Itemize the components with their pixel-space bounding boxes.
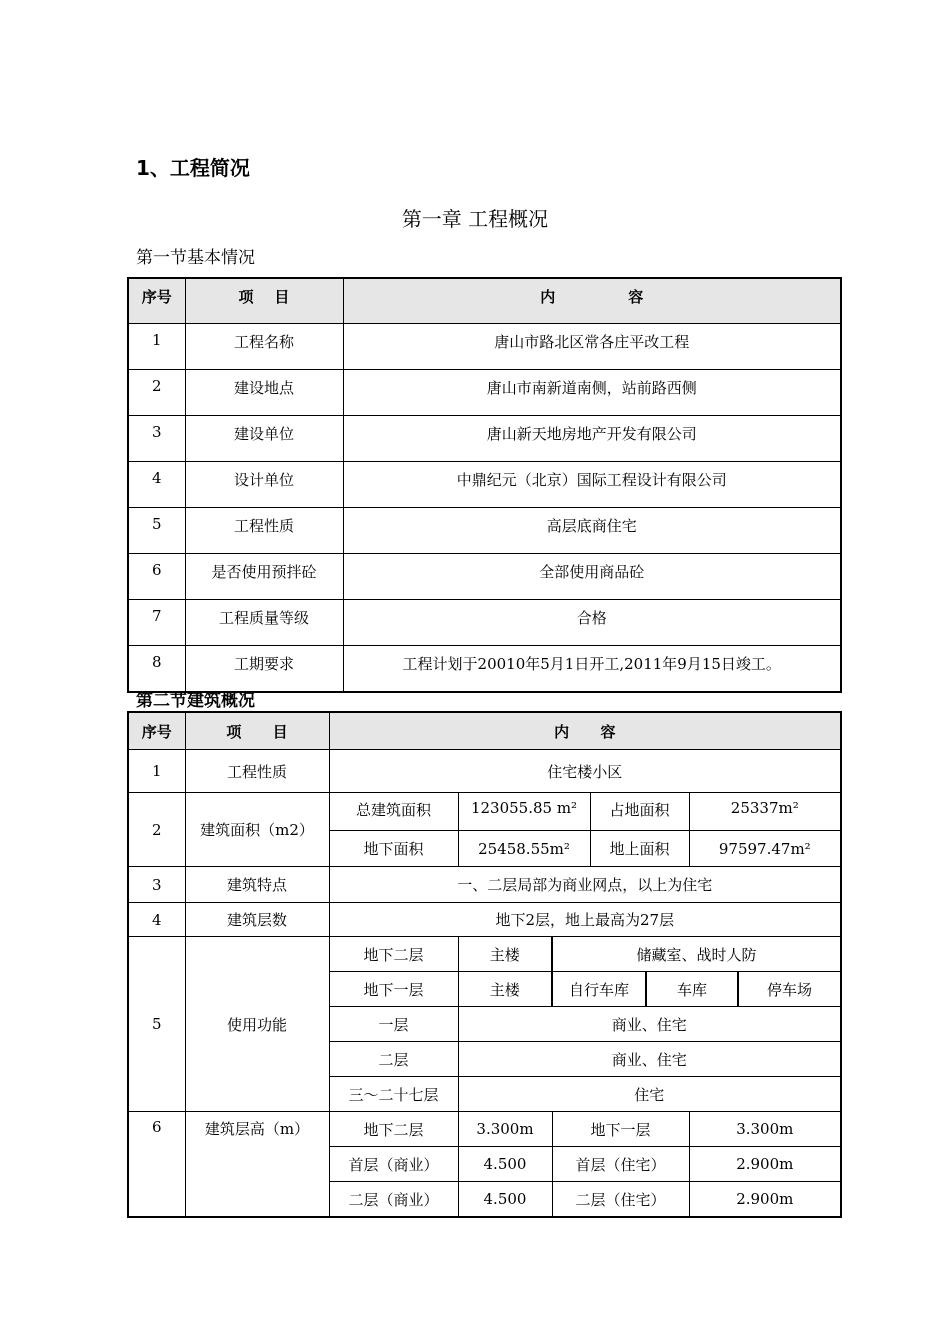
- row-item: 建筑层数: [185, 903, 329, 937]
- basic-info-table: [127, 277, 842, 693]
- floor-label: 二层: [329, 1042, 458, 1077]
- row-no: 2: [128, 793, 185, 867]
- row-content: 地下2层，地上最高为27层: [329, 903, 841, 937]
- floor-label: 一层: [329, 1007, 458, 1042]
- row-no: 8: [128, 646, 185, 693]
- row-item: 建筑层高（m）: [185, 1112, 329, 1218]
- floor-use: 商业、住宅: [458, 1007, 841, 1042]
- table-row: [128, 1112, 841, 1147]
- row-no: 2: [128, 370, 185, 416]
- header-content: 内 容: [343, 278, 841, 324]
- height-value: 4.500: [458, 1147, 552, 1182]
- row-content: 一、二层局部为商业网点，以上为住宅: [329, 867, 841, 903]
- height-label: 二层（住宅）: [552, 1182, 689, 1218]
- height-value: 2.900m: [689, 1147, 841, 1182]
- floor-use: 停车场: [738, 972, 841, 1007]
- row-content: 工程计划于20010年5月1日开工,2011年9月15日竣工。: [343, 646, 841, 693]
- row-content: 全部使用商品砼: [343, 554, 841, 600]
- height-label: 地下一层: [552, 1112, 689, 1147]
- building-info-table: [127, 711, 842, 1218]
- floor-use: 商业、住宅: [458, 1042, 841, 1077]
- row-no: 6: [128, 1112, 185, 1218]
- header-item: 项 目: [185, 712, 329, 750]
- row-no: 7: [128, 600, 185, 646]
- row-no: 5: [128, 508, 185, 554]
- row-content: 中鼎纪元（北京）国际工程设计有限公司: [343, 462, 841, 508]
- row-item: 工程质量等级: [185, 600, 343, 646]
- height-label: 二层（商业）: [329, 1182, 458, 1218]
- table-row: [128, 554, 841, 600]
- row-content: 唐山新天地房地产开发有限公司: [343, 416, 841, 462]
- table-row: [128, 416, 841, 462]
- table-row: [128, 750, 841, 793]
- height-value: 4.500: [458, 1182, 552, 1218]
- area-value: 123055.85 m²: [458, 793, 590, 831]
- row-item: 建筑特点: [185, 867, 329, 903]
- header-no: 序号: [128, 278, 185, 324]
- row-item: 建设地点: [185, 370, 343, 416]
- row-content: 合格: [343, 600, 841, 646]
- table-row: [128, 600, 841, 646]
- section2-title: 第二节建筑概况: [136, 691, 255, 711]
- table-row: [128, 370, 841, 416]
- chapter-title: 第一章 工程概况: [401, 207, 549, 231]
- row-no: 4: [128, 462, 185, 508]
- height-value: 3.300m: [689, 1112, 841, 1147]
- area-label: 地上面积: [590, 831, 689, 867]
- table-row: [128, 793, 841, 831]
- floor-label: 地下一层: [329, 972, 458, 1007]
- floor-label: 地下二层: [329, 937, 458, 972]
- height-value: 2.900m: [689, 1182, 841, 1218]
- header-content: 内 容: [329, 712, 841, 750]
- row-item: 使用功能: [185, 937, 329, 1112]
- table-header-row: [128, 712, 841, 750]
- table-row: [128, 937, 841, 972]
- row-content: 高层底商住宅: [343, 508, 841, 554]
- height-label: 首层（商业）: [329, 1147, 458, 1182]
- floor-use: 车库: [646, 972, 738, 1007]
- height-label: 地下二层: [329, 1112, 458, 1147]
- table-header-row: [128, 278, 841, 324]
- area-label: 占地面积: [590, 793, 689, 831]
- floor-use: 住宅: [458, 1077, 841, 1112]
- area-value: 25337m²: [689, 793, 841, 831]
- row-item: 工程性质: [185, 750, 329, 793]
- building-label: 主楼: [458, 972, 552, 1007]
- section1-title: 第一节基本情况: [136, 248, 255, 268]
- row-item: 工程性质: [185, 508, 343, 554]
- row-no: 1: [128, 324, 185, 370]
- section-heading: 1、工程简况: [136, 156, 250, 180]
- row-no: 4: [128, 903, 185, 937]
- row-content: 住宅楼小区: [329, 750, 841, 793]
- row-no: 3: [128, 867, 185, 903]
- table-row: [128, 324, 841, 370]
- row-no: 1: [128, 750, 185, 793]
- area-value: 97597.47m²: [689, 831, 841, 867]
- height-label: 首层（住宅）: [552, 1147, 689, 1182]
- row-item: 工期要求: [185, 646, 343, 693]
- floor-label: 三～二十七层: [329, 1077, 458, 1112]
- row-no: 6: [128, 554, 185, 600]
- area-label: 总建筑面积: [329, 793, 458, 831]
- area-label: 地下面积: [329, 831, 458, 867]
- row-no: 5: [128, 937, 185, 1112]
- row-content: 唐山市南新道南侧，站前路西侧: [343, 370, 841, 416]
- row-item: 设计单位: [185, 462, 343, 508]
- table-row: [128, 903, 841, 937]
- table-row: [128, 867, 841, 903]
- floor-use: 储藏室、战时人防: [552, 937, 841, 972]
- row-item: 工程名称: [185, 324, 343, 370]
- row-item: 是否使用预拌砼: [185, 554, 343, 600]
- row-no: 3: [128, 416, 185, 462]
- row-item: 建设单位: [185, 416, 343, 462]
- floor-use: 自行车库: [552, 972, 646, 1007]
- header-no: 序号: [128, 712, 185, 750]
- height-value: 3.300m: [458, 1112, 552, 1147]
- area-value: 25458.55m²: [458, 831, 590, 867]
- header-item: 项 目: [185, 278, 343, 324]
- row-item: 建筑面积（m2）: [185, 793, 329, 867]
- row-content: 唐山市路北区常各庄平改工程: [343, 324, 841, 370]
- building-label: 主楼: [458, 937, 552, 972]
- table-row: [128, 508, 841, 554]
- table-row: [128, 462, 841, 508]
